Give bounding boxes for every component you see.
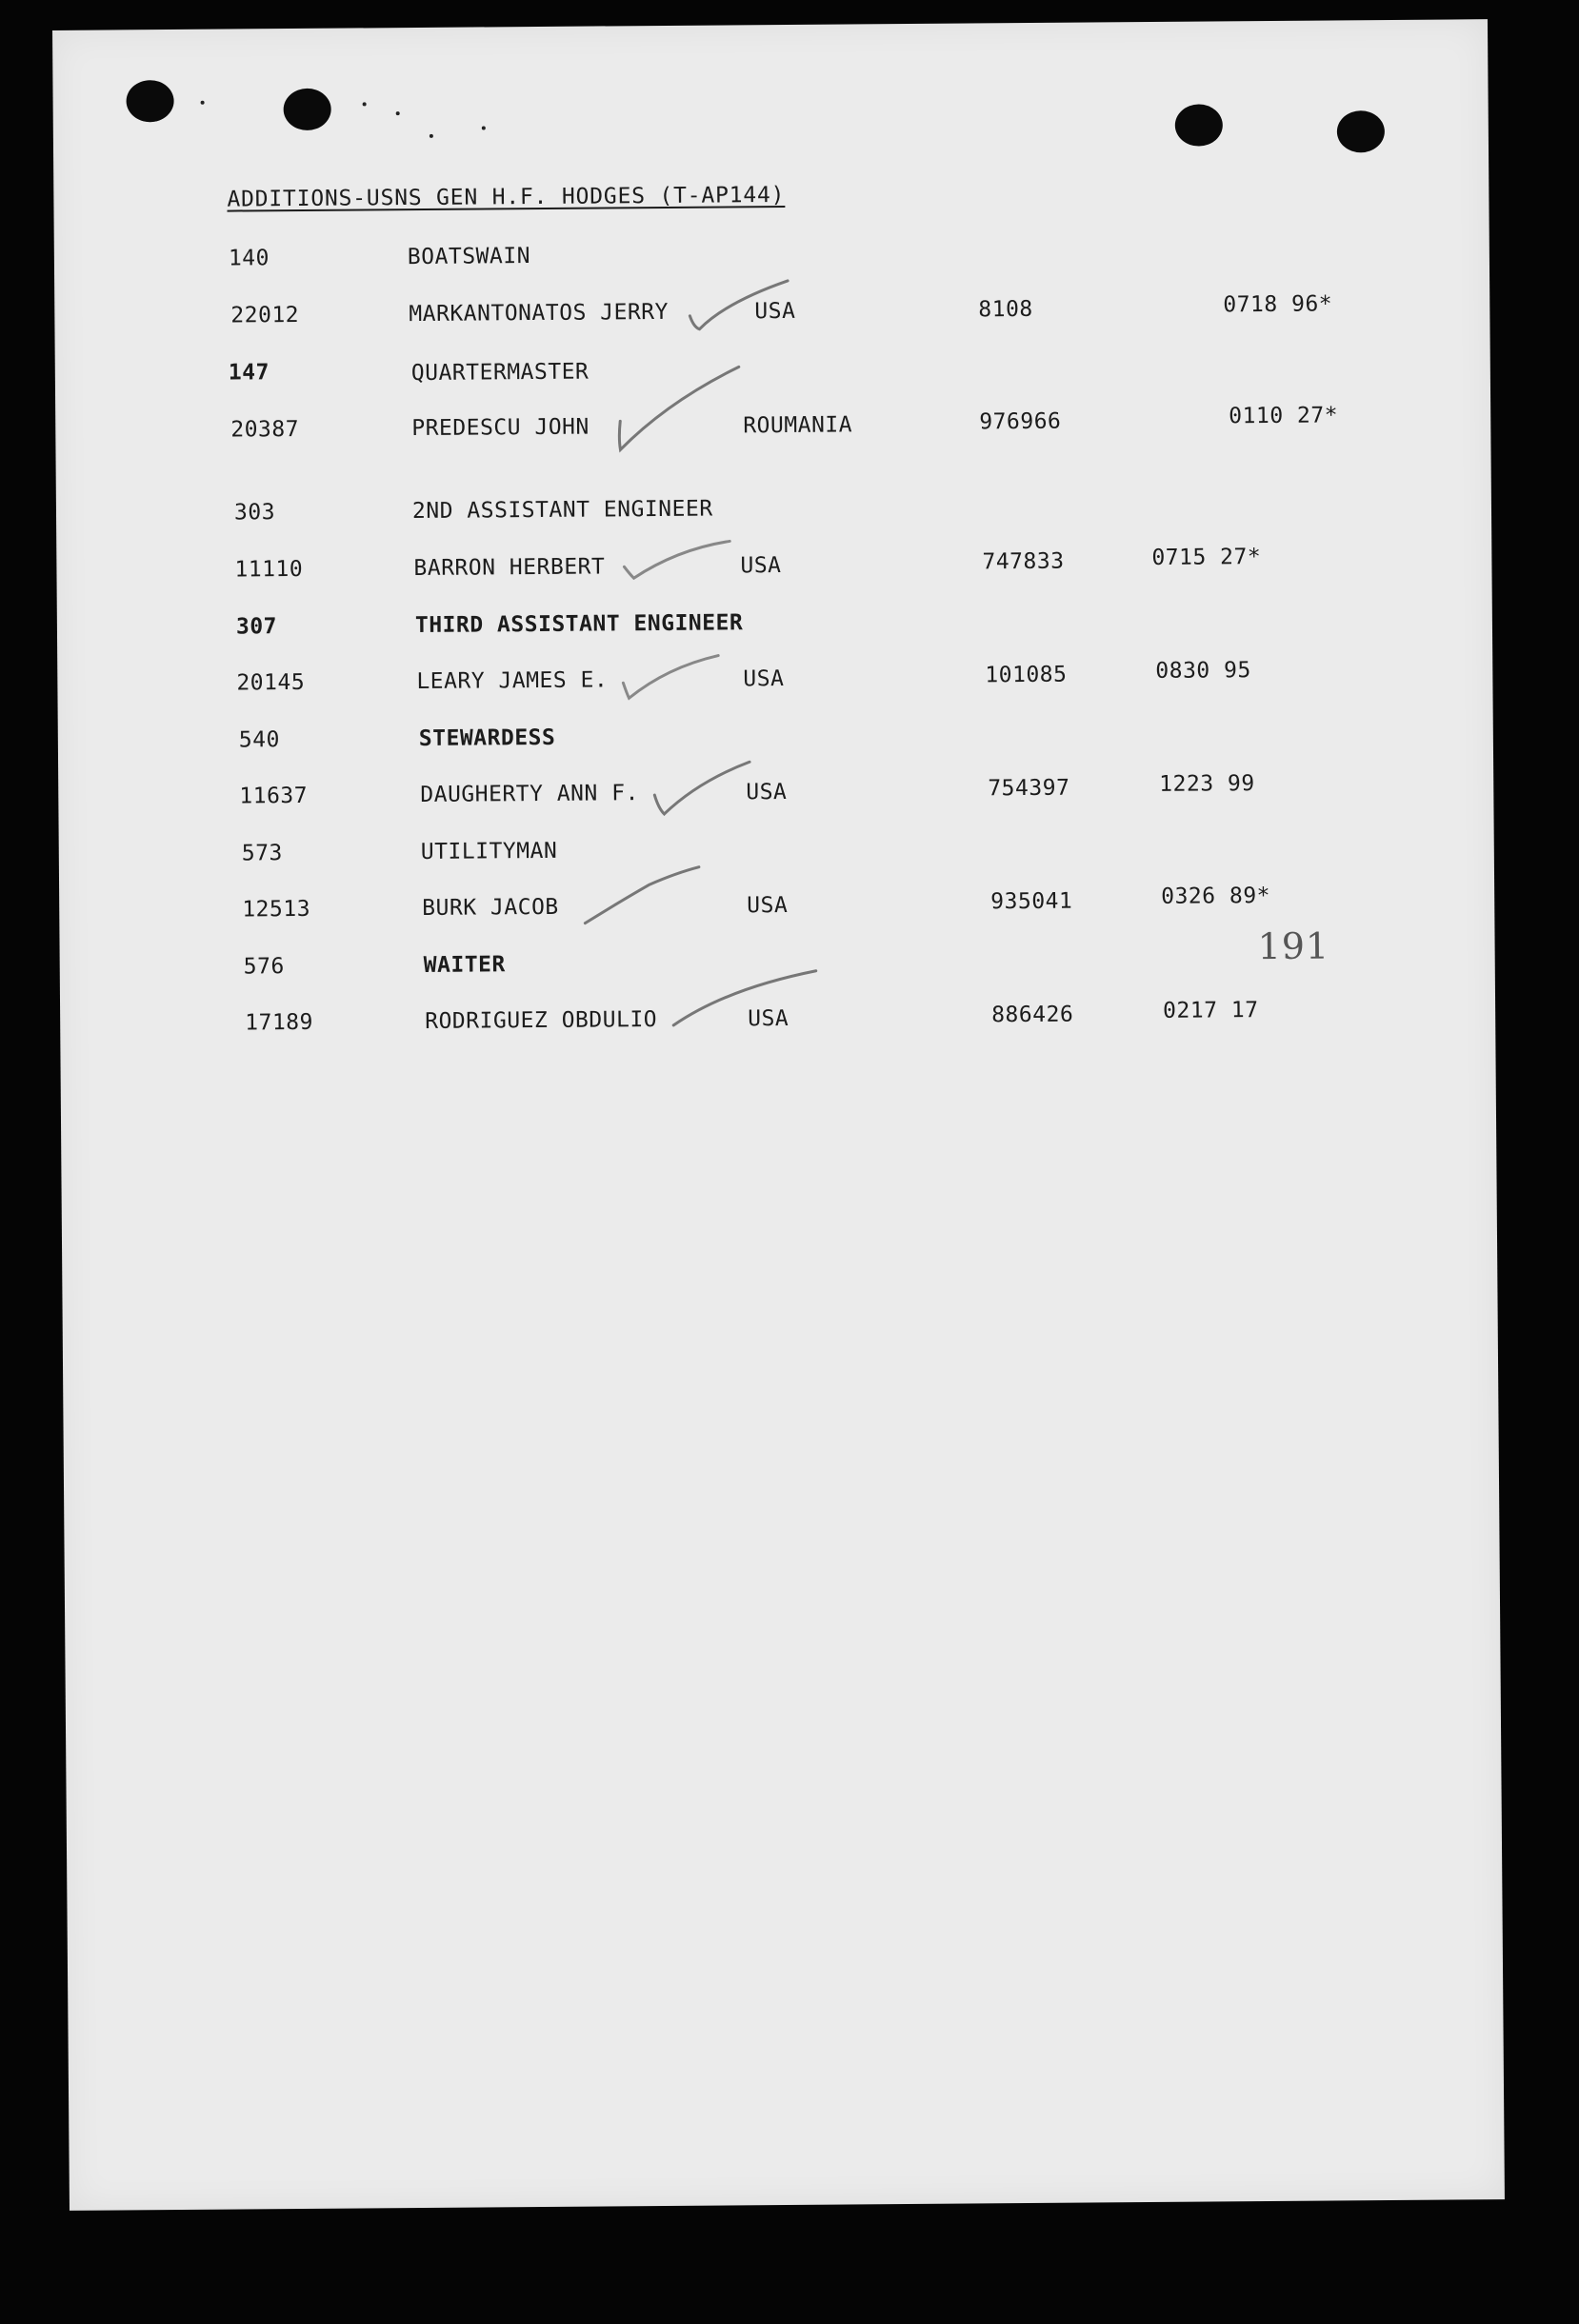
entry-date: 0326 89* — [1161, 883, 1271, 909]
entry-code: 540 — [238, 727, 281, 753]
entry-heading: WAITER — [423, 952, 506, 978]
entry-code: 140 — [228, 246, 270, 271]
dust-speck — [482, 126, 486, 129]
entry-code: 147 — [228, 360, 270, 386]
entry-code: 576 — [243, 954, 285, 980]
dust-speck — [396, 111, 400, 115]
dust-speck — [430, 134, 433, 138]
entry-code: 11110 — [234, 556, 304, 583]
dust-speck — [201, 101, 205, 105]
entry-heading: STEWARDESS — [418, 725, 556, 751]
entry-date: 0110 27* — [1229, 403, 1339, 429]
check-mark-icon — [610, 363, 745, 454]
entry-number: 747833 — [982, 548, 1065, 575]
punch-hole-left-2 — [283, 89, 330, 130]
entry-heading: QUARTERMASTER — [410, 359, 590, 387]
entry-date: 0715 27* — [1151, 545, 1262, 570]
entry-number: 101085 — [985, 662, 1068, 688]
check-mark-icon — [688, 277, 792, 335]
check-mark-icon — [670, 967, 823, 1035]
check-mark-icon — [650, 758, 756, 825]
entry-number: 886426 — [991, 1002, 1074, 1028]
entry-name: PREDESCU JOHN — [411, 414, 590, 442]
entry-date: 1223 99 — [1159, 771, 1255, 797]
entry-country: USA — [747, 892, 789, 919]
check-mark-icon — [581, 864, 706, 941]
entry-code: 20145 — [236, 669, 306, 696]
entry-name: MARKANTONATOS JERRY — [409, 299, 670, 328]
punch-hole-left-1 — [126, 80, 173, 122]
entry-code: 12513 — [242, 896, 311, 923]
dust-speck — [363, 102, 367, 106]
entry-date: 0830 95 — [1155, 658, 1251, 684]
entry-code: 20387 — [230, 416, 300, 443]
entry-code: 17189 — [245, 1009, 314, 1036]
entry-country: USA — [743, 665, 785, 692]
entry-code: 11637 — [239, 783, 309, 809]
entry-number: 976966 — [979, 408, 1062, 435]
entry-code: 22012 — [230, 302, 300, 328]
entry-country: ROUMANIA — [743, 412, 853, 439]
page-number: 191 — [1257, 924, 1330, 968]
entry-heading: UTILITYMAN — [420, 838, 558, 864]
entry-number: 8108 — [978, 296, 1033, 323]
punch-hole-right-2 — [1337, 110, 1385, 152]
entry-number: 754397 — [988, 775, 1070, 802]
entry-name: BARRON HERBERT — [413, 554, 606, 582]
entry-name: BURK JACOB — [422, 894, 559, 921]
entry-code: 573 — [241, 841, 283, 866]
entry-country: USA — [754, 298, 796, 325]
entry-name: LEARY JAMES E. — [416, 667, 609, 695]
entry-heading: 2ND ASSISTANT ENGINEER — [411, 496, 713, 525]
entry-country: USA — [740, 553, 782, 579]
entry-name: DAUGHERTY ANN F. — [420, 781, 639, 807]
entry-country: USA — [746, 779, 788, 805]
entry-date: 0217 17 — [1163, 998, 1259, 1023]
check-mark-icon — [619, 649, 724, 707]
entry-date: 0718 96* — [1223, 291, 1333, 318]
entry-number: 935041 — [990, 888, 1073, 915]
check-mark-icon — [620, 535, 734, 584]
entry-heading: BOATSWAIN — [407, 244, 531, 270]
entry-code: 303 — [233, 500, 276, 526]
entry-code: 307 — [235, 614, 278, 640]
paper-sheet — [52, 19, 1505, 2211]
entry-name: RODRIGUEZ OBDULIO — [425, 1007, 658, 1034]
punch-hole-right-1 — [1175, 104, 1223, 146]
entry-heading: THIRD ASSISTANT ENGINEER — [414, 610, 744, 639]
entry-country: USA — [748, 1005, 790, 1032]
document-title: ADDITIONS-USNS GEN H.F. HODGES (T-AP144) — [227, 182, 786, 212]
